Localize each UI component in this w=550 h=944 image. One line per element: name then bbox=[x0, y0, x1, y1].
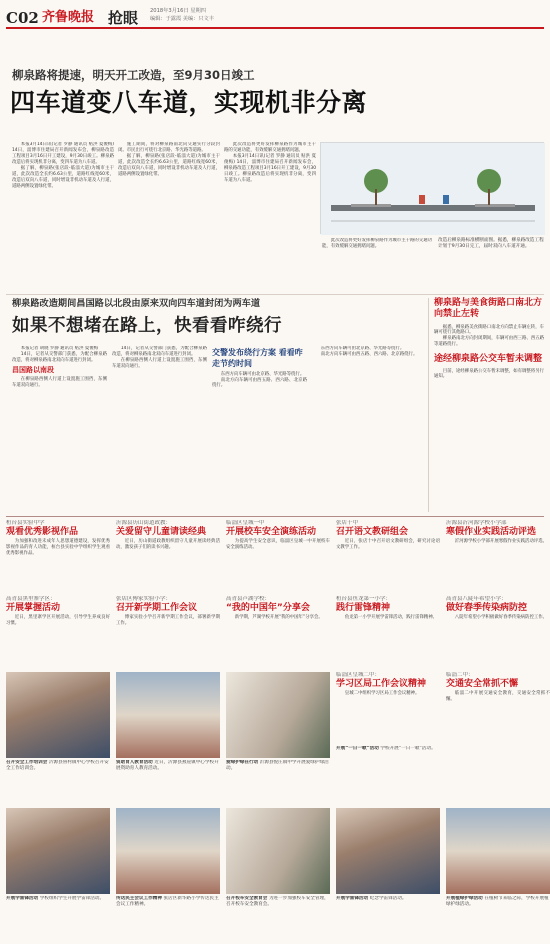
news-item bbox=[446, 596, 550, 670]
news-title: 做好春季传染病防控 bbox=[446, 603, 528, 614]
news-title: 关爱留守儿童请读经典 bbox=[116, 527, 207, 538]
news-title: 观看优秀影视作品 bbox=[6, 527, 79, 538]
news-paragraph: 傅家实验小学召开新学期工作会议，部署新学期工作。 bbox=[116, 614, 220, 626]
photo-caption bbox=[446, 896, 550, 940]
news-text bbox=[446, 615, 550, 621]
news-item bbox=[6, 520, 110, 594]
news-paragraph: 近日，张店十中召开语文教研组会，研究讨论语文教学工作。 bbox=[336, 538, 440, 550]
photo-caption-title: 召开校车安全教育会 bbox=[226, 896, 269, 901]
photo-caption-text: 学校开展“一日一歌”活动。 bbox=[380, 746, 436, 751]
news-text bbox=[446, 691, 550, 703]
second-para-2: 在柳泉路西侧人行道上设置施工围挡，东侧车道双向通行。 bbox=[12, 377, 107, 389]
sidebar-divider bbox=[428, 298, 429, 512]
news-title: 开展校车安全演练活动 bbox=[226, 527, 317, 538]
second-para-1: 14日，记者从交警部门获悉，为配合柳泉路改造，将对柳泉路南北双向车道进行封闭。 bbox=[12, 351, 107, 363]
second-subhead-2: 交警发布绕行方案 看看咋走节约时间 bbox=[212, 348, 303, 368]
photo-caption-title: 开展学雷锋活动 bbox=[6, 896, 40, 901]
sidebar-body bbox=[434, 325, 544, 349]
news-title: 交通安全常抓不懈 bbox=[446, 679, 519, 690]
lead-headline: 四车道变八车道，实现机非分离 bbox=[10, 88, 368, 117]
second-body-col4 bbox=[312, 346, 422, 510]
photo-caption bbox=[226, 896, 330, 940]
photo-caption-text: 为进一步加强校车安全管理，召开校车安全教育会。 bbox=[226, 896, 329, 908]
editors-line: 编辑：于露霞 美编：只文丰 bbox=[150, 16, 214, 22]
sidebar-sub-body bbox=[434, 369, 544, 381]
sidebar bbox=[434, 298, 544, 380]
photo-caption bbox=[336, 896, 440, 940]
photo-caption-text: 近日，沂源县燕崖镇中心学校开展资助育人教育活动。 bbox=[116, 760, 219, 772]
second-body-col3 bbox=[212, 346, 307, 510]
news-item bbox=[446, 672, 550, 742]
lead-body-col3 bbox=[224, 142, 316, 288]
news-photo bbox=[116, 672, 220, 758]
news-text bbox=[6, 539, 110, 557]
lead-para-3b: 据了解，柳泉路(张店段-临淄大道)为城市主干道，此次改造全长约6.63公里，道路红线宽60米，改造后双向八车道，同时增设非机动车道及人行道，道路两侧设置绿化带。 bbox=[118, 153, 220, 177]
photo-caption-title: 召开安全工作培训会 bbox=[6, 760, 49, 765]
photo-caption-title: 爱绿护绿在行动 bbox=[226, 760, 260, 765]
news-item bbox=[446, 520, 550, 594]
news-title: 召开语文教研组会 bbox=[336, 527, 409, 538]
sidebar-para-1: 据悉，柳泉路美食街路口南北方向禁止车辆左转，车辆可绕行其他路口。 bbox=[434, 324, 544, 336]
divider bbox=[6, 294, 544, 295]
news-unit: 沂源县历山街道政教： bbox=[116, 520, 172, 526]
news-photo bbox=[446, 808, 550, 894]
news-item bbox=[116, 596, 220, 670]
news-item bbox=[336, 596, 440, 670]
news-photo bbox=[226, 808, 330, 894]
news-title: 召开新学期工作会议 bbox=[116, 603, 198, 614]
news-unit: 张店十中 bbox=[336, 520, 359, 526]
second-body-col2 bbox=[112, 346, 207, 510]
news-paragraph: 沂河源学校小学部开展寒假作业实践活动评选。 bbox=[454, 538, 548, 544]
road-cross-section-image bbox=[320, 142, 544, 234]
news-unit: 桓台县鱼龙第一小学： bbox=[336, 596, 392, 602]
photo-caption-title: 开展植绿护绿活动 bbox=[446, 896, 485, 901]
news-item bbox=[226, 596, 330, 670]
news-paragraph: 为加强和改进未成年人思想道德建设，发挥优秀影视作品的育人功能，桓台县实验中学组织学生观看优秀影视作品。 bbox=[6, 538, 110, 556]
photo-caption-title: 传达民主会议工作精神 bbox=[116, 896, 164, 901]
news-paragraph: 近日，历山街道政教组织留守儿童开展读经典活动，激发孩子们的读书兴趣。 bbox=[116, 538, 220, 550]
photo-caption bbox=[336, 746, 440, 802]
lead-para-1: 本报3月14日讯(记者 罗静 通讯员 贴洪 夏俊梅) 14日，淄博市住建局召开新闻发布会，柳泉路改造工程项目3月16日开工建设，9月30日竣工。柳泉路改造后将实现机非分离，变四车道为八车道。 bbox=[12, 142, 114, 165]
photo-caption-text: 张店区新华路小学传达民主会议工作精神。 bbox=[116, 896, 219, 908]
news-text bbox=[116, 615, 220, 627]
news-unit: 临淄二中： bbox=[446, 672, 474, 678]
newspaper-logo: 齐鲁晚报 bbox=[42, 10, 95, 25]
lead-body-col1 bbox=[12, 142, 114, 288]
news-unit: 临淄区皇城一中 bbox=[226, 520, 265, 526]
lead-kicker: 柳泉路将提速，明天开工改造，至9月30日竣工 bbox=[12, 68, 255, 82]
news-photo bbox=[116, 808, 220, 894]
photo-caption-text: 沂源县鲁村镇中心学校召开安全工作培训会。 bbox=[6, 760, 109, 772]
news-unit: 桓台县实验中学 bbox=[6, 520, 45, 526]
news-unit: 高青县黑里寨学区： bbox=[6, 596, 56, 602]
second-body-col1 bbox=[12, 346, 107, 510]
page-number: C02 bbox=[6, 9, 39, 27]
news-title: 学习区局工作会议精神 bbox=[336, 679, 427, 690]
news-item bbox=[336, 672, 440, 742]
photo-caption bbox=[116, 760, 220, 804]
news-paragraph: 近日，黑里寨学区开展活动，引导学生养成良好习惯。 bbox=[6, 614, 110, 626]
photo-caption-title: 开展学雷锋活动 bbox=[336, 896, 370, 901]
news-unit: 高青县八陡年希望小学： bbox=[446, 596, 507, 602]
lead-body-col4 bbox=[322, 238, 432, 290]
masthead-rule bbox=[6, 27, 544, 29]
second-para-3: 东西方向车辆可由北京路、华光路等绕行。 bbox=[220, 371, 305, 377]
news-unit: 临淄区皇城二中： bbox=[336, 672, 381, 678]
second-byline: 本报记者 胡晓 罗静 通讯员 贴洪 夏俊梅 bbox=[20, 346, 99, 351]
news-unit: 张店区傅家实验小学： bbox=[116, 596, 172, 602]
second-para-5: 东西方向车辆可由北京路、华光路等绕行。 bbox=[320, 346, 405, 351]
second-para-2b: 14日，记者从交警部门获悉，为配合柳泉路改造，将对柳泉路南北双向车道进行封闭。 bbox=[112, 346, 207, 357]
lead-photo-caption: 改造后柳泉路标准横断面图。据悉，柳泉路改造工程计划于9月30日完工，届时双向八车道开通。 bbox=[438, 238, 544, 250]
second-para-4: 南北方向车辆可由西五路、西六路、北京路绕行。 bbox=[212, 377, 307, 389]
news-text bbox=[226, 539, 330, 551]
lead-para-5: 此次改造将更好发挥柳泉路作为城市主干路的交通功能，有效缓解交通拥堵问题。 bbox=[322, 238, 432, 249]
news-item bbox=[116, 520, 220, 594]
photo-caption-text: 沂源县悦庄镇中学开展爱绿护绿活动。 bbox=[226, 760, 329, 772]
news-photo bbox=[6, 672, 110, 758]
news-photo bbox=[336, 808, 440, 894]
news-item bbox=[6, 596, 110, 670]
news-title: 践行雷锋精神 bbox=[336, 603, 391, 614]
news-item bbox=[226, 520, 330, 594]
sidebar-subtitle: 途经柳泉路公交车暂未调整 bbox=[434, 354, 543, 365]
news-text bbox=[226, 615, 330, 621]
news-text bbox=[6, 615, 110, 627]
lead-para-3: 施工期间，将对柳泉路南北向交通实行分段封闭。市民出行可绕行北京路、华光路等道路。 bbox=[118, 142, 220, 153]
news-photo bbox=[226, 672, 330, 758]
news-unit: 高青县芦湖学校： bbox=[226, 596, 271, 602]
photo-caption bbox=[116, 896, 220, 940]
news-paragraph: 八陡年希望小学积极做好春季传染病防控工作。 bbox=[454, 614, 548, 620]
news-text bbox=[446, 539, 550, 545]
sidebar-title: 柳泉路与美食街路口南北方向禁止左转 bbox=[434, 298, 543, 320]
news-paragraph: 临淄二中开展交通安全教育，交通安全常抓不懈。 bbox=[446, 690, 550, 702]
photo-caption-text: 学校组织学生开展学雷锋活动。 bbox=[39, 896, 105, 901]
news-paragraph: 新学期，芦湖学校开展“我的中国年”分享会。 bbox=[234, 614, 323, 620]
photo-caption bbox=[226, 760, 330, 804]
second-kicker: 柳泉路改造期间昌国路以北段由原来双向四车道封闭为两车道 bbox=[12, 298, 261, 309]
second-subhead-1: 昌国路以南段 bbox=[12, 365, 54, 374]
photo-caption-text: 纪念学雷锋活动。 bbox=[369, 896, 407, 901]
section-title: 抢眼 bbox=[108, 9, 139, 27]
lead-para-2: 据了解，柳泉路(张店段-临淄大道)为城市主干道，此次改造全长约6.63公里，道路红线宽60米，改造后双向八车道，同时增设非机动车道及人行道，道路两侧设置绿化带。 bbox=[12, 165, 114, 189]
news-title: 开展掌握活动 bbox=[6, 603, 61, 614]
news-paragraph: 鱼龙第一小学开展学雷锋活动，践行雷锋精神。 bbox=[344, 614, 438, 620]
school-news-rule bbox=[6, 516, 544, 517]
news-title: 寒假作业实践活动评选 bbox=[446, 527, 537, 538]
news-item bbox=[336, 520, 440, 594]
news-unit: 沂源县沂河源学校小学部 bbox=[446, 520, 507, 526]
news-text bbox=[336, 615, 440, 621]
photo-caption bbox=[6, 760, 110, 804]
sidebar-para-2: 柳泉路南北方向封闭期间，车辆可由西三路、西五路等道路绕行。 bbox=[434, 336, 544, 348]
photo-caption bbox=[6, 896, 110, 940]
sidebar-sub-para: 目前，途经柳泉路公交车暂未调整，如有调整将另行通知。 bbox=[434, 368, 544, 380]
date-line: 2018年3月16日 星期四 bbox=[150, 8, 206, 14]
lead-para-4: 此次改造将更好发挥柳泉路作为城市主干路的交通功能，有效缓解交通拥堵问题。 bbox=[224, 142, 316, 153]
news-title: “我的中国年”分享会 bbox=[226, 603, 310, 614]
photo-caption-title: 资助育人教育活动 bbox=[116, 760, 155, 765]
news-text bbox=[336, 691, 440, 697]
photo-caption-title: 开展“一日一歌”活动 bbox=[336, 746, 381, 751]
lead-para-4b: 本报3月14日讯(记者 罗静 通讯员 贴洪 夏俊梅) 14日，淄博市住建局召开新闻发布会，柳泉路改造工程项目3月16日开工建设，9月30日竣工。柳泉路改造后将实现机非分离，变四车道为八车道。 bbox=[224, 153, 316, 183]
second-para-2c: 在柳泉路西侧人行道上设置施工围挡，东侧车道双向通行。 bbox=[112, 357, 207, 369]
news-paragraph: 皇城二中组织学习区局工作会议精神。 bbox=[344, 690, 420, 696]
second-para-6: 南北方向车辆可由西五路、西六路、北京路绕行。 bbox=[320, 351, 418, 357]
photo-caption-text: 在植树节来临之际，学校开展植绿护绿活动。 bbox=[446, 896, 549, 908]
news-text bbox=[116, 539, 220, 551]
news-paragraph: 为提高学生安全意识，临淄区皇城一中开展校车安全演练活动。 bbox=[226, 538, 330, 550]
lead-body-col2 bbox=[118, 142, 220, 288]
second-headline: 如果不想堵在路上，快看看咋绕行 bbox=[12, 316, 282, 336]
news-text bbox=[336, 539, 440, 551]
news-photo bbox=[6, 808, 110, 894]
